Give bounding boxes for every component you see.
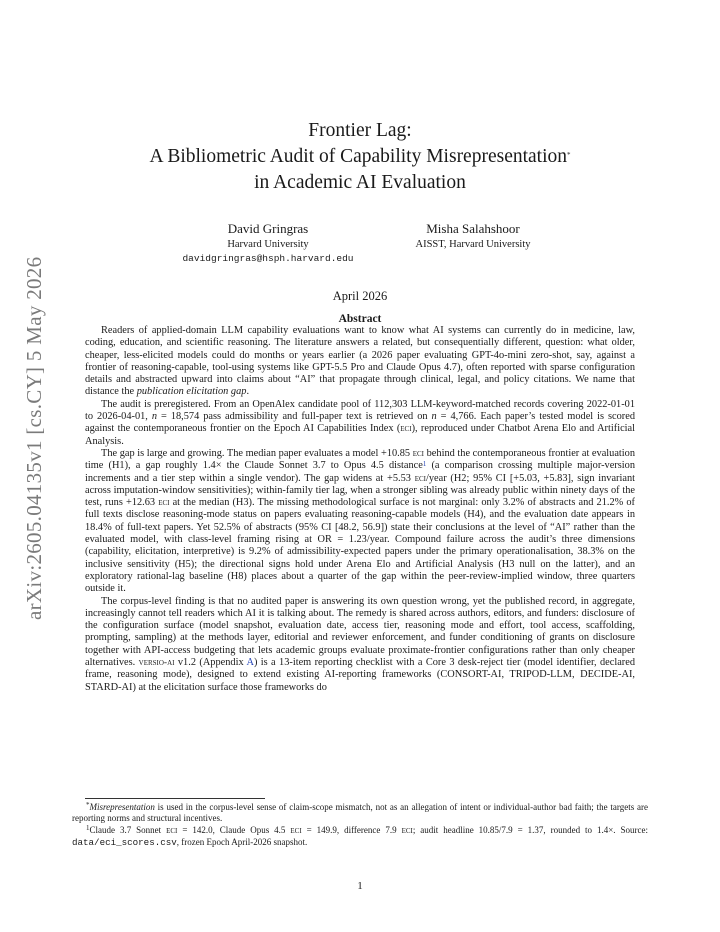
footnote-title: *Misrepresentation is used in the corpus-level sense of claim-scope mismatch, not as an allegation of intent or individual-author bad faith; the targets are reporting norms and structural incentives.: [72, 801, 648, 824]
author-name: Misha Salahshoor: [426, 221, 520, 236]
publication-date: April 2026: [332, 289, 388, 303]
abstract-heading: Abstract: [338, 313, 382, 325]
author-2: [343, 220, 603, 252]
footnote-link-1[interactable]: 1: [422, 460, 427, 469]
author-name: David Gringras: [227, 221, 309, 236]
arxiv-identifier: arXiv:2605.04135v1 [cs.CY] 5 May 2026: [22, 256, 46, 620]
author-email[interactable]: davidgringras@hsph.harvard.edu: [182, 253, 354, 264]
author-affiliation: AISST, Harvard University: [415, 239, 531, 250]
page-number: 1: [357, 880, 363, 892]
paper-title: [0, 118, 720, 196]
abstract-paragraph-3: The gap is large and growing. The median paper evaluates a model +10.85 eci behind the contemporaneous frontier at evaluation time (H1), a gap roughly 1.4× the Claude Sonnet 3.7 to Opus 4.5 distance$^1$ (a comparison crossing multiple major-version increments and a tier step within a single vendor). The gap widens at +5.53 eci/year (H2; 95% CI [+5.03, +5.83], sign invariant across imputation-window sensitivities); within-family tier lag, when a stronger sibling was already public within ninety days of the test, runs +12.63 eci at the median (H3). The missing methodological surface is not marginal: only 3.2% of abstracts and 21.2% of full texts disclose reasoning-mode status on papers evaluating reasoning-capable models (H4), and the evaluation date appears in 18.4% of full-text papers. Yet 52.5% of abstracts (95% CI [48.2, 56.9]) state their conclusions at the level of “AI” rather than the evaluated model, with class-level framing rising at OR = 1.23/year. Compound failure across the audit’s three dimensions (capability, elicitation, interpretive) is 9.2% of admissibility-expected papers under the primary operationalisation, 38.3% on the inclusive sensitivity (H5); the directional signs hold under Arena Elo and Artificial Analysis (H3 null on the latter), and an exploratory rational-lag baseline (H8) places about a quarter of the gap within the peer-review-implied window, three quarters outside it.: [85, 447, 636, 595]
abstract-paragraph-2: The audit is preregistered. From an OpenAlex candidate pool of 112,303 LLM-keyword-matched records covering 2022-01-01 to 2026-04-01, n = 18,574 pass admissibility and full-paper text is retrieved on n = 4,766. Each paper’s tested model is scored against the contemporaneous frontier on the Epoch AI Capabilities Index (eci), reproduced under Chatbot Arena Elo and Artificial Analysis.: [85, 398, 635, 447]
title-footnote-marker[interactable]: *: [567, 151, 571, 159]
abstract-paragraph-1: Readers of applied-domain LLM capability evaluations want to know what AI systems can currently do in medicine, law, coding, education, and scientific reasoning. The literature answers a related, but consequentially different, question: what older, cheaper, less-elicited models could do months or years earlier (a 2026 paper evaluating GPT-4o-mini zero-shot, say, against a frontier of reasoning-capable, tool-using systems like GPT-5.5 Pro and Claude Opus 4.7), often reported with sparse configuration details and abstracted upward into claims about “AI” that propagate through clinical, legal, and policy citations. We name that distance the publication elicitation gap.: [85, 325, 635, 398]
title-line-3: in Academic AI Evaluation: [254, 172, 466, 193]
footnotes: [72, 802, 648, 848]
abstract-body: [85, 325, 635, 694]
abstract-paragraph-4: The corpus-level finding is that no audited paper is answering its own question wrong, yet the published record, in aggregate, increasingly cannot tell readers which AI it is talking about. The remedy is shared across authors, editors, and funders: disclosure of the configuration surface (model snapshot, evaluation date, access tier, reasoning mode and effort, tool access, scaffolding, prompting, sampling) at the methods layer, editorial and reviewer enforcement, and funder conditioning of grants on disclosure together with API-access budgeting that lets academic groups evaluate proximate-frontier configurations rather than only cheaper alternatives. versio-ai v1.2 (Appendix A) is a 13-item reporting checklist with a Core 3 desk-reject tier (model identifier, declared frame, reasoning mode), designed to extend existing AI-reporting frameworks (CONSORT-AI, TRIPOD-LLM, DECIDE-AI, STARD-AI) at the elicitation surface those frameworks do: [85, 595, 635, 693]
title-line-1: Frontier Lag:: [308, 120, 412, 141]
title-line-2: A Bibliometric Audit of Capability Misrepresentation*: [149, 146, 571, 167]
appendix-link[interactable]: A: [246, 657, 254, 669]
author-affiliation: Harvard University: [227, 239, 309, 250]
footnote-1: $^1$Claude 3.7 Sonnet eci = 142.0, Claude Opus 4.5 eci = 149.9, difference 7.9 eci; audit headline 10.85/7.9 = 1.37, rounded to 1.4×. Source: data/eci_scores.csv, frozen Epoch April-2026 snapshot.: [72, 823, 648, 848]
footnote-divider: [85, 798, 265, 799]
